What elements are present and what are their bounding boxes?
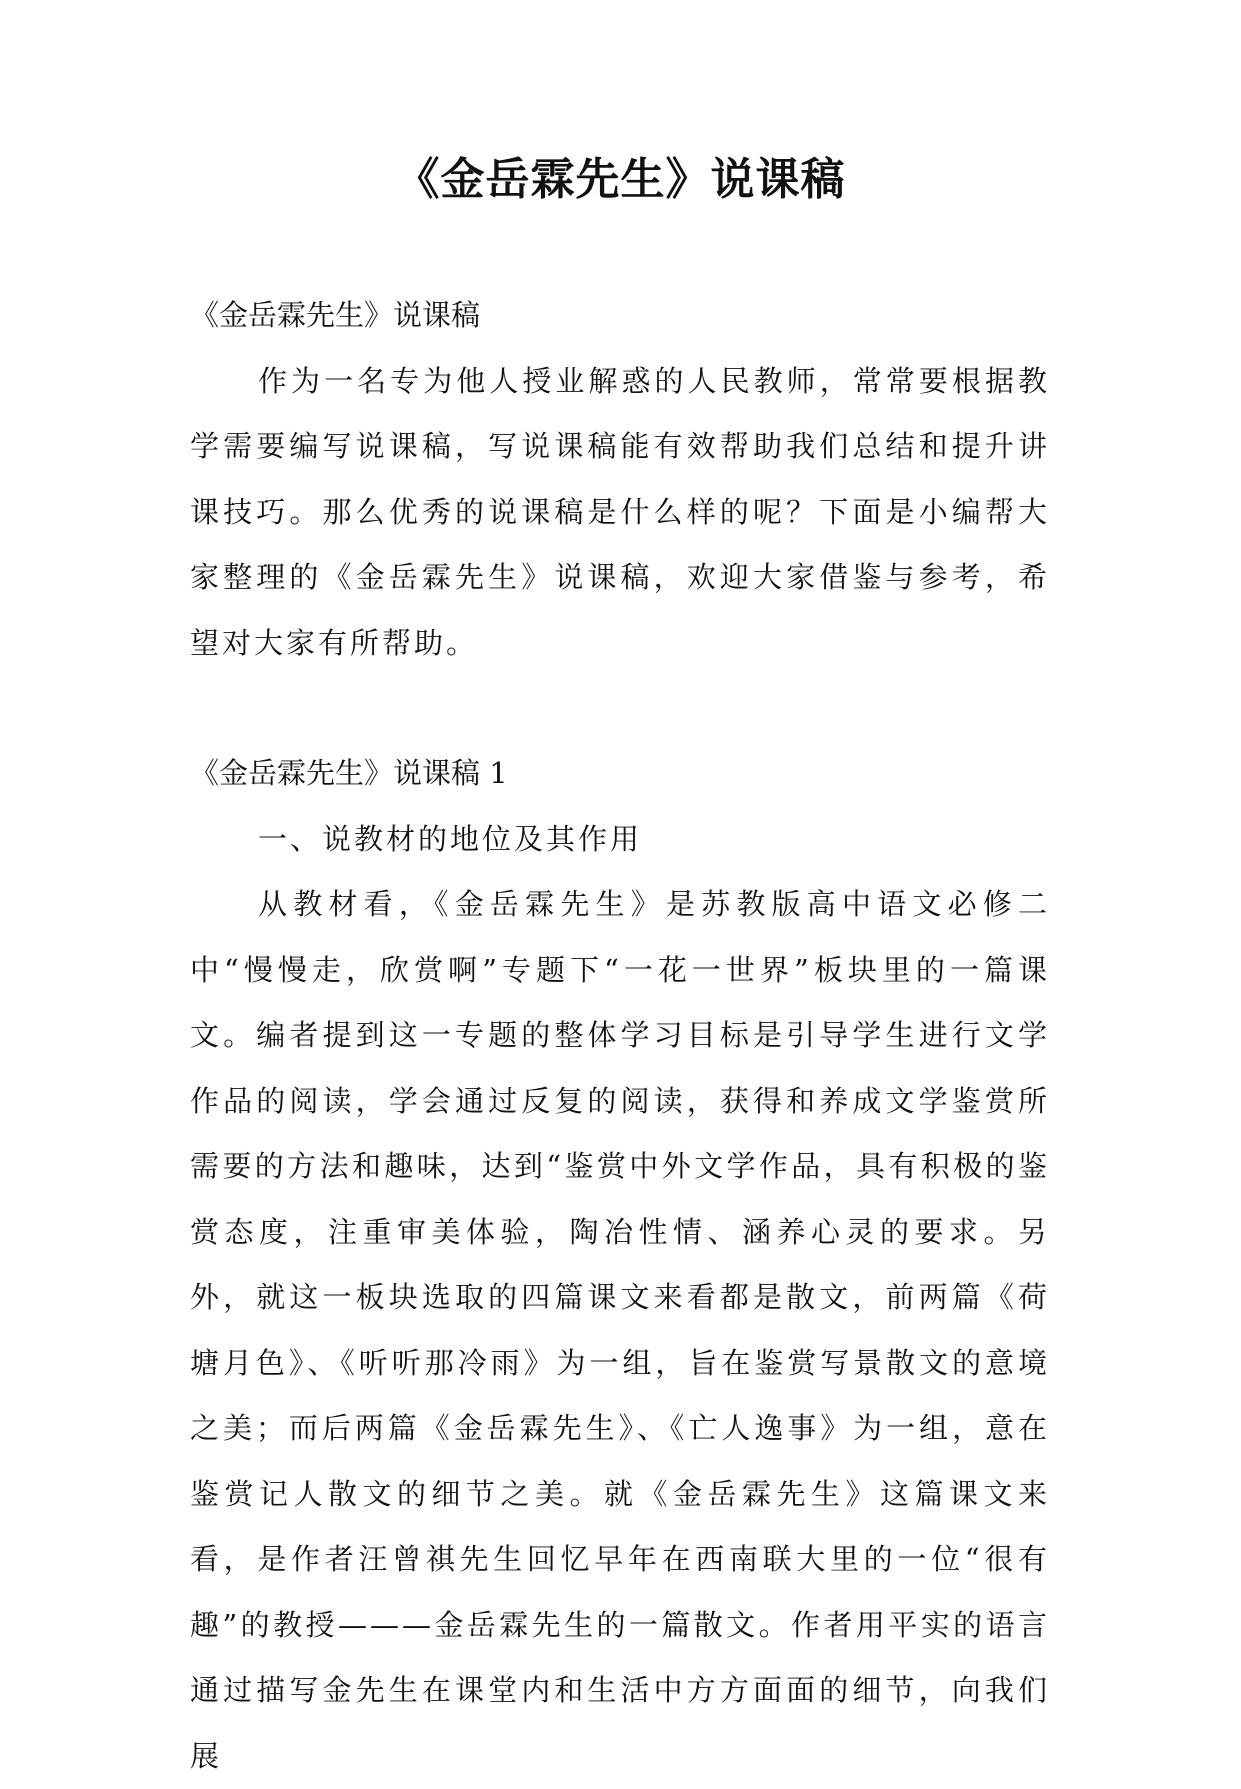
document-body — [190, 283, 1050, 1789]
section-heading: 《金岳霖先生》说课稿 1 — [190, 756, 508, 790]
intro-paragraph: 作为一名专为他人授业解惑的人民教师，常常要根据教学需要编写说课稿，写说课稿能有效帮助我们总结和提升讲课技巧。那么优秀的说课稿是什么样的呢？下面是小编帮大家整理的《金岳霖先生》说课稿，欢迎大家借鉴与参考，希望对大家有所帮助。 — [190, 363, 1050, 660]
section-spacer — [190, 676, 1050, 741]
section-paragraph: 从教材看，《金岳霖先生》是苏教版高中语文必修二中“慢慢走，欣赏啊”专题下“一花一世界”板块里的一篇课文。编者提到这一专题的整体学习目标是引导学生进行文学作品的阅读，学会通过反复的阅读，获得和养成文学鉴赏所需要的方法和趣味，达到“鉴赏中外文学作品，具有积极的鉴赏态度，注重审美体验，陶冶性情、涵养心灵的要求。另外，就这一板块选取的四篇课文来看都是散文，前两篇《荷塘月色》、《听听那冷雨》为一组，旨在鉴赏写景散文的意境之美；而后两篇《金岳霖先生》、《亡人逸事》为一组，意在鉴赏记人散文的细节之美。就《金岳霖先生》这篇课文来看，是作者汪曾祺先生回忆早年在西南联大里的一位“很有趣”的教授———金岳霖先生的一篇散文。作者用平实的语言通过描写金先生在课堂内和生活中方方面面的细节，向我们展 — [190, 887, 1050, 1773]
document-title: 《金岳霖先生》说课稿 — [395, 154, 846, 205]
section-subheading: 一、说教材的地位及其作用 — [258, 821, 643, 856]
intro-heading: 《金岳霖先生》说课稿 — [190, 298, 481, 332]
